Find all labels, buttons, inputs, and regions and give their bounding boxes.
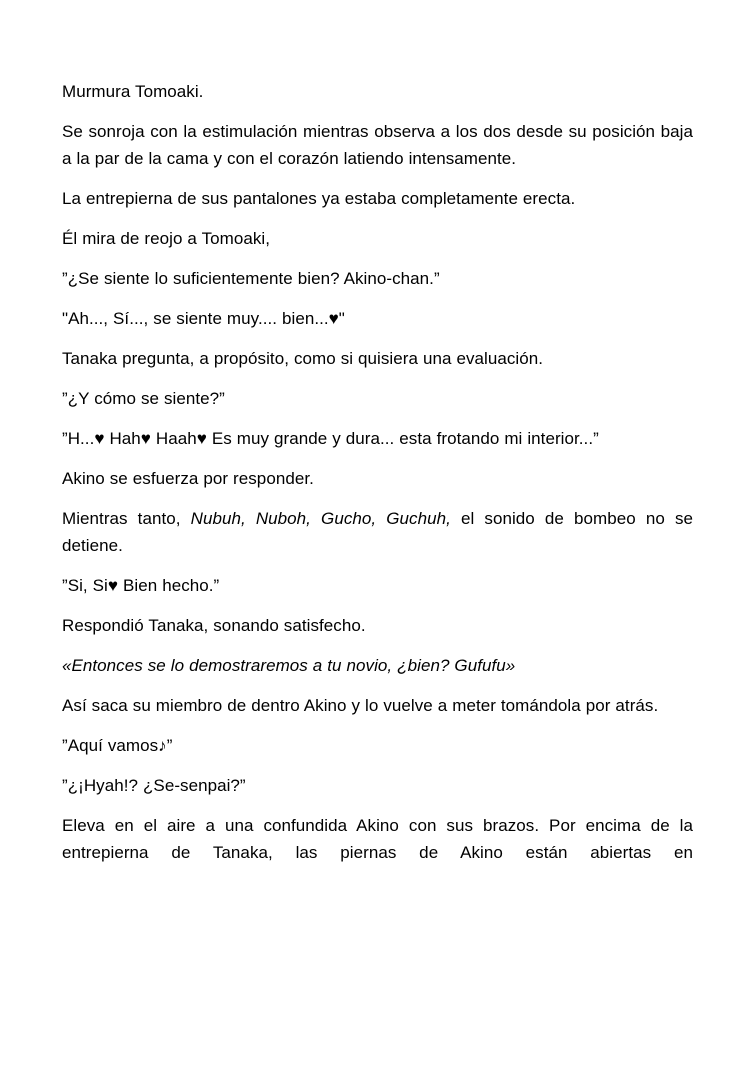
paragraph-dialogue: ”¿Se siente lo suficientemente bien? Akino-chan.” [62, 269, 440, 288]
paragraph-continued: Eleva en el aire a una confundida Akino con sus brazos. Por encima de la entrepierna de Tanaka, las piernas de Akino están abiertas en [62, 816, 693, 862]
paragraph-dialogue: "Ah..., Sí..., se siente muy.... bien...♥" [62, 309, 345, 328]
paragraph: Respondió Tanaka, sonando satisfecho. [62, 616, 366, 635]
paragraph: Se sonroja con la estimulación mientras observa a los dos desde su posición baja a la par de la cama y con el corazón latiendo intensamente. [62, 122, 693, 168]
paragraph: Akino se esfuerza por responder. [62, 469, 314, 488]
paragraph: Él mira de reojo a Tomoaki, [62, 229, 271, 248]
paragraph: La entrepierna de sus pantalones ya estaba completamente erecta. [62, 189, 576, 208]
paragraph-italic-quote: «Entonces se lo demostraremos a tu novio, ¿bien? Gufufu» [62, 656, 516, 675]
paragraph-dialogue: ”¿Y cómo se siente?” [62, 389, 225, 408]
paragraph-mixed-italic [62, 505, 693, 559]
text-column [62, 78, 693, 866]
paragraph-segment-italic: Nubuh, Nuboh, Gucho, Guchuh, [190, 509, 451, 528]
paragraph-dialogue: ”Si, Si♥ Bien hecho.” [62, 576, 220, 595]
paragraph-dialogue: ”H...♥ Hah♥ Haah♥ Es muy grande y dura... esta frotando mi interior...” [62, 429, 599, 448]
paragraph-segment-plain: Mientras tanto, [62, 509, 191, 528]
paragraph: Tanaka pregunta, a propósito, como si quisiera una evaluación. [62, 349, 543, 368]
paragraph-segment-plain: el sonido de bombeo no se detiene. [62, 509, 694, 555]
paragraph-dialogue: ”Aquí vamos♪” [62, 736, 173, 755]
paragraph: Así saca su miembro de dentro Akino y lo vuelve a meter tomándola por atrás. [62, 696, 659, 715]
paragraph-dialogue: ”¿¡Hyah!? ¿Se-senpai?” [62, 776, 246, 795]
paragraph: Murmura Tomoaki. [62, 82, 204, 101]
